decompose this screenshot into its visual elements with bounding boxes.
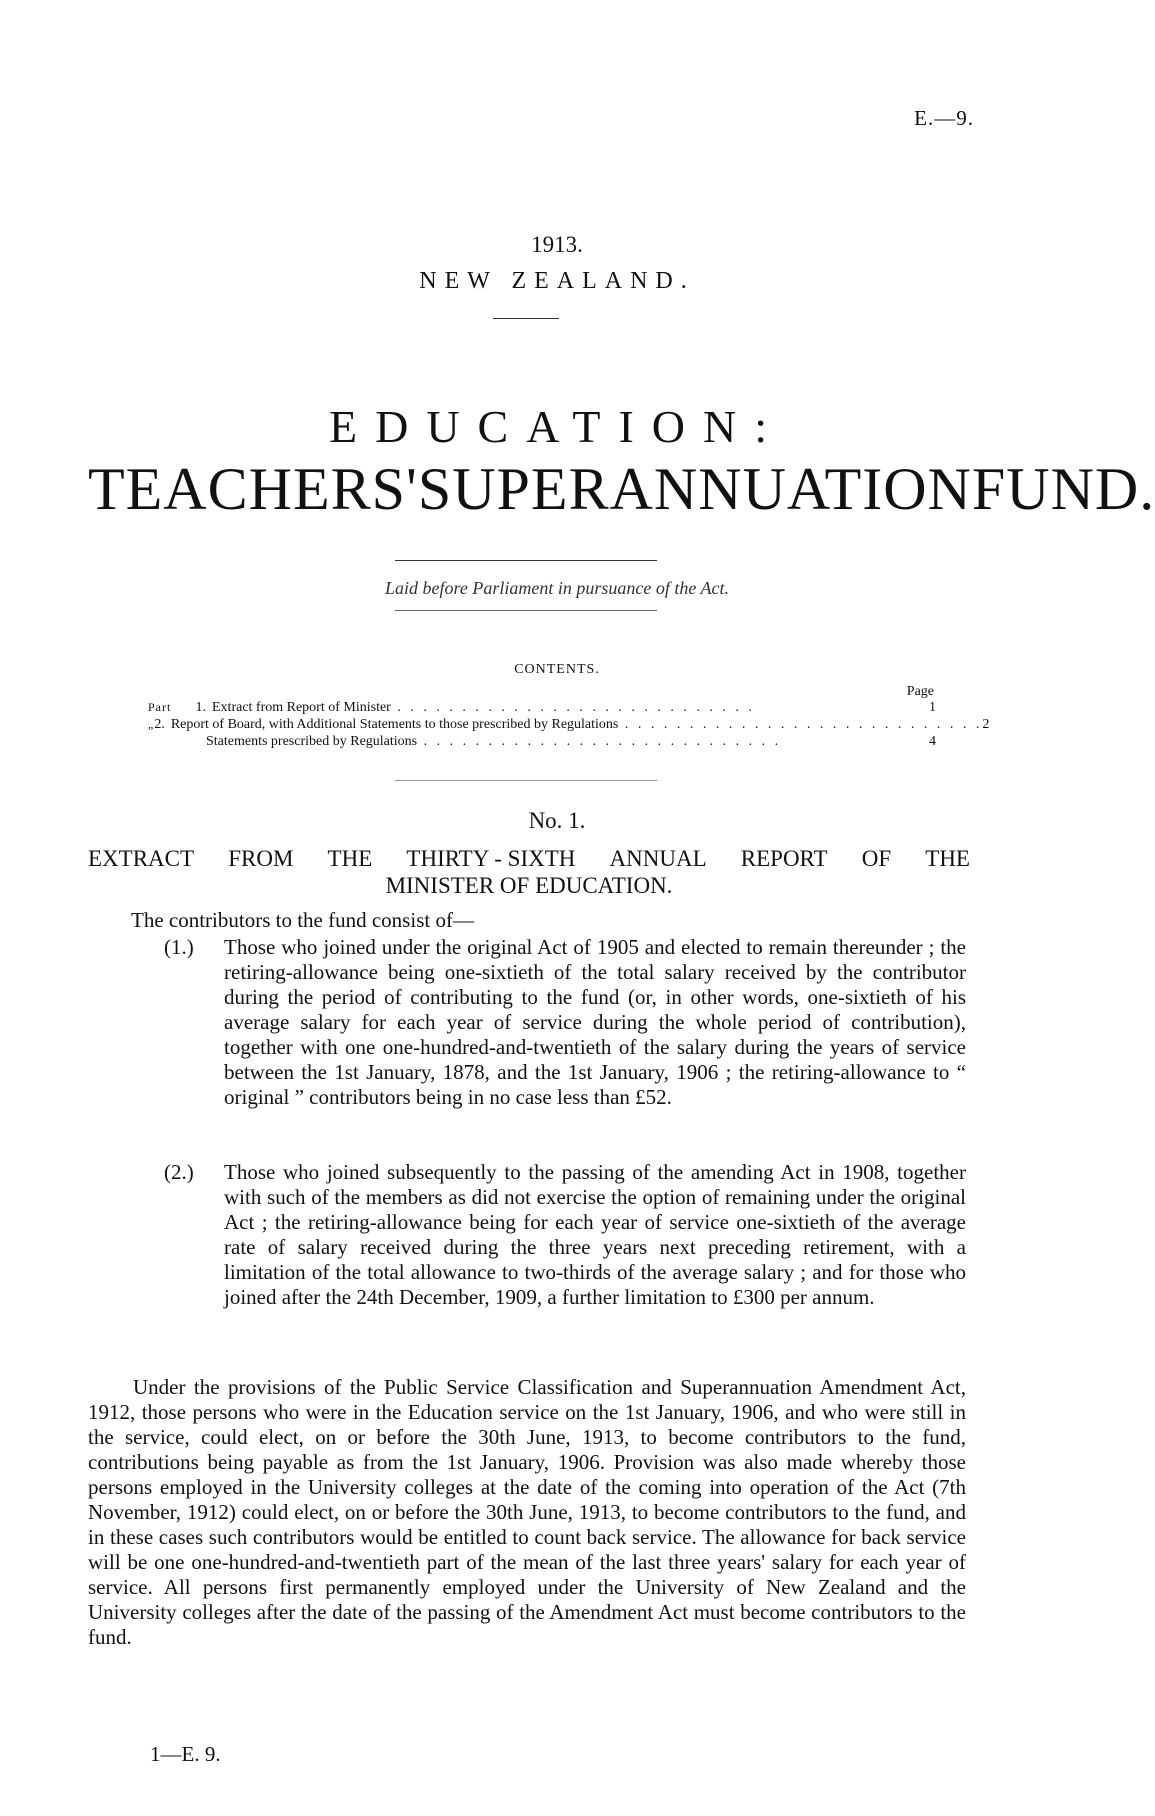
list-item-text: Those who joined subsequently to the passing of the amending Act in 1908, together with such of the members as did not exercise the option of remaining under the original Act ; the retiring-allowance being for each year of service one-sixtieth of the average rate of salary received during the three years next preceding retirement, with a limitation of the total allowance to two-thirds of the average salary ; and for those who joined after the 24th December, 1909, a further limitation to £300 per annum.	[224, 1160, 966, 1309]
heading-word: REPORT	[740, 846, 828, 871]
section-number: No. 1.	[528, 808, 586, 833]
contents-page-label: Page	[906, 684, 934, 699]
contents-part: „	[148, 717, 155, 731]
contents-heading: CONTENTS.	[514, 662, 600, 677]
divider-rule	[395, 610, 657, 611]
heading-word: THE	[327, 846, 373, 871]
title-fund	[88, 455, 1155, 524]
title-education: EDUCATION:	[329, 401, 785, 452]
page-signature: 1—E. 9.	[150, 1742, 221, 1766]
title-word: FUND.	[971, 456, 1155, 522]
list-item-text: Those who joined under the original Act of 1905 and elected to remain thereunder ; the retiring-allowance being one-sixtieth of the total salary received by the contributor during the period of contributing to the fund (or, in other words, one-sixtieth of his average salary for each year of service during the whole period of contribution), together with one one-hundred-and-twentieth of the salary during the years of service between the 1st January, 1878, and the 1st January, 1906 ; the retiring-allowance to “ original ” contributors being in no case less than £52.	[224, 935, 966, 1109]
contents-page: 2	[982, 717, 990, 732]
document-year: 1913.	[531, 232, 583, 257]
contents-num: 2.	[154, 717, 165, 732]
heading-word: THE	[925, 846, 970, 871]
contents-page: 4	[929, 734, 936, 749]
intro-text: The contributors to the fund consist of—	[131, 908, 474, 932]
heading-word: THIRTY - SIXTH	[406, 846, 576, 871]
contents-row	[148, 700, 936, 717]
section-heading-line2: MINISTER OF EDUCATION.	[385, 873, 673, 898]
divider-rule	[395, 560, 657, 561]
contents-num: 1.	[195, 700, 206, 715]
contents-text: Extract from Report of Minister . .	[212, 700, 906, 716]
list-item-number: (1.)	[164, 935, 194, 959]
contents-row	[148, 717, 990, 734]
list-item-number: (2.)	[164, 1160, 194, 1184]
title-word: TEACHERS'	[88, 456, 418, 522]
contents-part: Part	[148, 700, 172, 714]
contents-table	[148, 684, 990, 751]
contents-text: Statements prescribed by Regulations . .	[148, 734, 906, 750]
body-paragraph: Under the provisions of the Public Service Classification and Superannuation Amendment Act, 1912, those persons who were in the Education service on the 1st January, 1906, and who were still in the service, could elect, on or before the 30th June, 1913, to become contributors to the fund, contributions being payable as from the 1st January, 1906. Provision was also made whereby those persons employed in the University colleges at the date of the coming into operation of the Act (7th November, 1912) could elect, on or before the 30th June, 1913, to become contributors to the fund, and in these cases such contributors would be entitled to count back service. The allowance for back service will be one one-hundred-and-twentieth part of the mean of the last three years' salary for each year of service. All persons first permanently employed under the University of New Zealand and the University colleges after the date of the passing of the Amendment Act must become contributors to the fund.	[88, 1375, 966, 1649]
contents-page: 1	[929, 700, 936, 715]
section-heading-line1	[88, 845, 970, 872]
heading-word: OF	[861, 846, 892, 871]
list-item	[88, 935, 966, 1110]
section-heading	[88, 845, 970, 899]
divider-rule	[493, 318, 559, 319]
heading-word: ANNUAL	[609, 846, 707, 871]
title-word: SUPERANNUATION	[417, 456, 972, 522]
contents-text: Report of Board, with Additional Statements to those prescribed by Regulations . .	[171, 717, 983, 733]
divider-rule	[395, 780, 657, 781]
country-name: NEW ZEALAND.	[419, 268, 695, 294]
heading-word: FROM	[228, 846, 294, 871]
heading-word: EXTRACT	[88, 846, 195, 871]
laid-before-note: Laid before Parliament in pursuance of the Act.	[385, 578, 729, 598]
list-item	[88, 1160, 966, 1310]
contents-row	[148, 734, 936, 751]
document-reference: E.—9.	[914, 106, 974, 130]
